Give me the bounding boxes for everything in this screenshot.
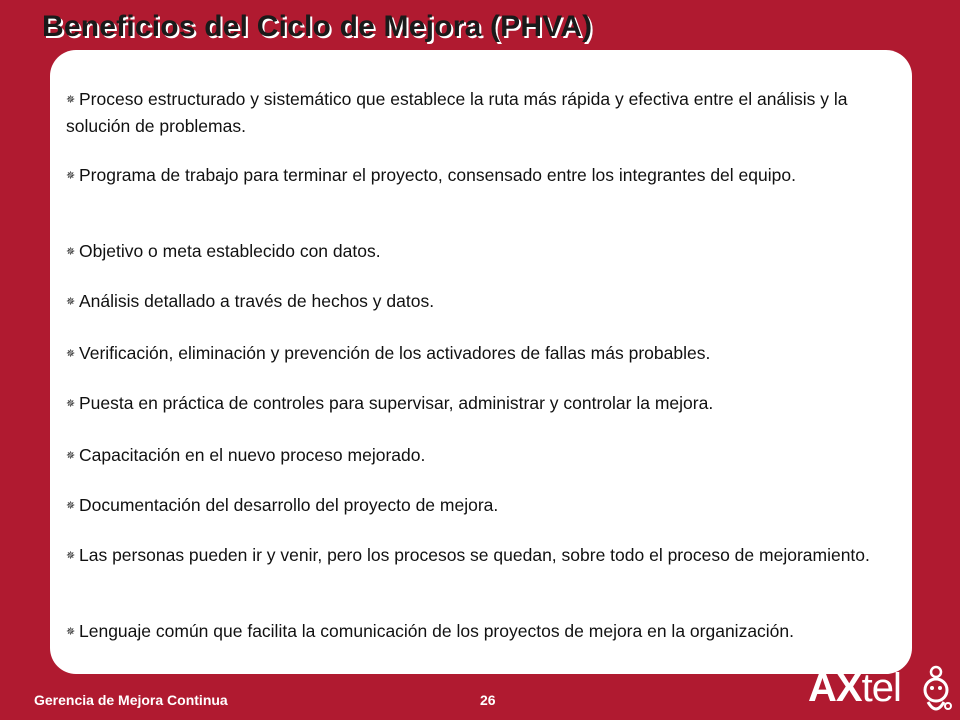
bullet-text: Las personas pueden ir y venir, pero los procesos se quedan, sobre todo el proceso de mejoramiento. bbox=[79, 545, 870, 565]
star-bullet-icon: ✵ bbox=[66, 296, 76, 308]
bullet-text: Proceso estructurado y sistemático que establece la ruta más rápida y efectiva entre el análisis y la solución de problemas. bbox=[66, 89, 848, 136]
bullet-item bbox=[66, 288, 886, 315]
bullet-item bbox=[66, 542, 886, 569]
bullet-item bbox=[66, 86, 886, 139]
star-bullet-icon: ✵ bbox=[66, 450, 76, 462]
axtel-logo bbox=[808, 664, 956, 718]
bullet-item bbox=[66, 238, 886, 265]
bullet-item bbox=[66, 340, 886, 367]
footer-department: Gerencia de Mejora Continua bbox=[34, 692, 228, 708]
bullet-text: Objetivo o meta establecido con datos. bbox=[79, 241, 381, 261]
star-bullet-icon: ✵ bbox=[66, 626, 76, 638]
star-bullet-icon: ✵ bbox=[66, 170, 76, 182]
star-bullet-icon: ✵ bbox=[66, 500, 76, 512]
bullet-text: Análisis detallado a través de hechos y datos. bbox=[79, 291, 435, 311]
mascot-icon bbox=[916, 664, 956, 718]
bullet-item bbox=[66, 618, 886, 645]
bullet-item bbox=[66, 162, 886, 189]
bullet-text: Puesta en práctica de controles para supervisar, administrar y controlar la mejora. bbox=[79, 393, 714, 413]
star-bullet-icon: ✵ bbox=[66, 246, 76, 258]
bullet-text: Capacitación en el nuevo proceso mejorado. bbox=[79, 445, 426, 465]
star-bullet-icon: ✵ bbox=[66, 550, 76, 562]
slide-title: Beneficios del Ciclo de Mejora (PHVA) bbox=[42, 10, 593, 43]
bullet-text: Verificación, eliminación y prevención de los activadores de fallas más probables. bbox=[79, 343, 711, 363]
star-bullet-icon: ✵ bbox=[66, 94, 76, 106]
bullet-text: Programa de trabajo para terminar el proyecto, consensado entre los integrantes del equipo. bbox=[79, 165, 796, 185]
star-bullet-icon: ✵ bbox=[66, 398, 76, 410]
logo-light-part: tel bbox=[861, 666, 901, 710]
page-number: 26 bbox=[480, 692, 496, 708]
bullet-text: Documentación del desarrollo del proyecto de mejora. bbox=[79, 495, 499, 515]
bullet-text: Lenguaje común que facilita la comunicación de los proyectos de mejora en la organización. bbox=[79, 621, 795, 641]
star-bullet-icon: ✵ bbox=[66, 348, 76, 360]
logo-wordmark bbox=[808, 666, 901, 711]
bullet-item bbox=[66, 442, 886, 469]
content-panel bbox=[50, 50, 912, 674]
logo-bold-part: AX bbox=[808, 666, 862, 710]
bullet-item bbox=[66, 492, 886, 519]
bullet-item bbox=[66, 390, 886, 417]
